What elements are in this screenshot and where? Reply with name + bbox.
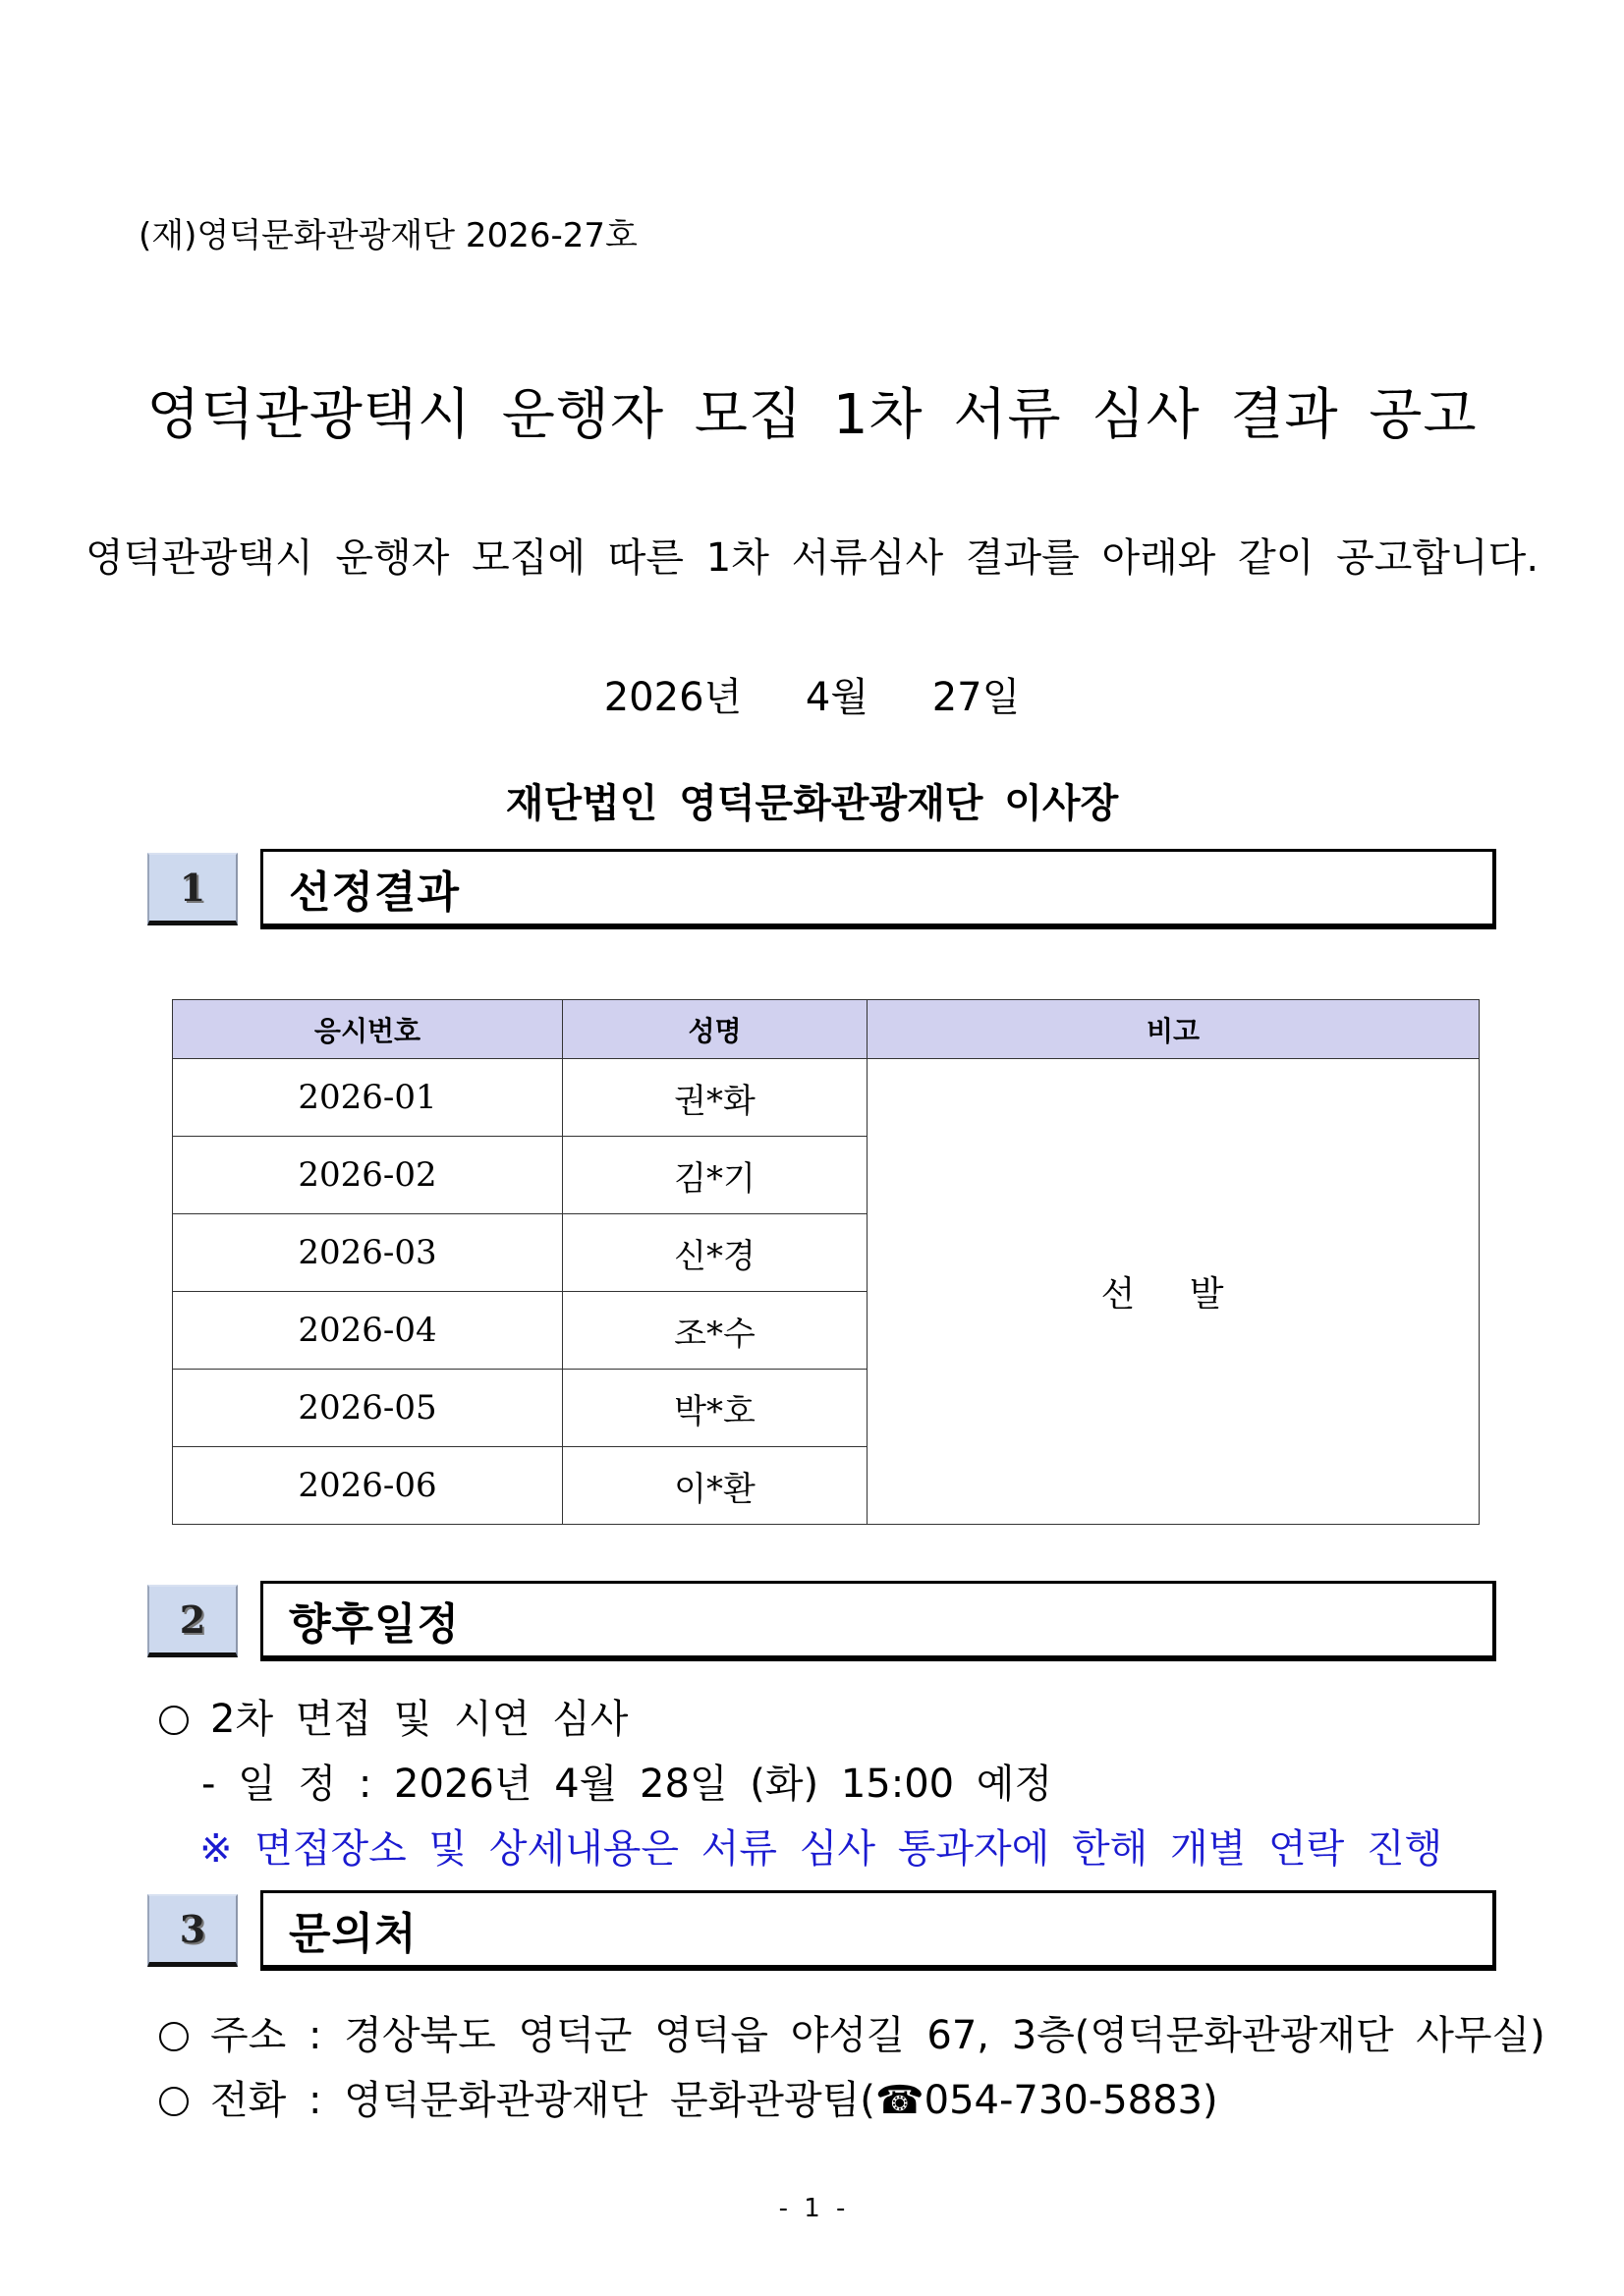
table-row <box>173 1059 1480 1137</box>
contact-address <box>159 2004 1545 2060</box>
name-cell: 김*기 <box>563 1137 868 1214</box>
date-month: 4월 <box>805 675 868 720</box>
schedule-item <box>159 1688 628 1744</box>
section-1-heading: 선정결과 <box>260 849 1496 929</box>
results-table <box>172 999 1480 1525</box>
exam-number-cell: 2026-04 <box>173 1292 563 1370</box>
name-cell: 조*수 <box>563 1292 868 1370</box>
page-title: 영덕관광택시 운행자 모집 1차 서류 심사 결과 공고 <box>146 383 1478 447</box>
schedule-item-text: 2차 면접 및 시연 심사 <box>210 1697 629 1742</box>
exam-number-cell: 2026-05 <box>173 1370 563 1447</box>
issuer: 재단법인 영덕문화관광재단 이사장 <box>505 781 1119 826</box>
table-header-row <box>173 1000 1480 1059</box>
exam-number-cell: 2026-02 <box>173 1137 563 1214</box>
page-number: - 1 - <box>778 2194 846 2223</box>
remark-cell: 선 발 <box>868 1059 1480 1525</box>
name-cell: 권*화 <box>563 1059 868 1137</box>
section-1-number: 1 <box>147 853 238 925</box>
date-year: 2026년 <box>603 675 743 720</box>
name-cell: 이*환 <box>563 1447 868 1525</box>
schedule-note: ※ 면접장소 및 상세내용은 서류 심사 통과자에 한해 개별 연락 진행 <box>199 1826 1443 1872</box>
column-header-exam-number: 응시번호 <box>173 1000 563 1059</box>
section-3-number: 3 <box>147 1894 238 1967</box>
intro-text: 영덕관광택시 운행자 모집에 따른 1차 서류심사 결과를 아래와 같이 공고합니다. <box>84 535 1540 581</box>
contact-address-text: 주소 : 경상북도 영덕군 영덕읍 야성길 67, 3층(영덕문화관광재단 사무실) <box>210 2013 1545 2058</box>
exam-number-cell: 2026-01 <box>173 1059 563 1137</box>
column-header-name: 성명 <box>563 1000 868 1059</box>
section-2-number: 2 <box>147 1585 238 1657</box>
circle-bullet-icon <box>159 2087 189 2116</box>
circle-bullet-icon <box>159 2022 189 2051</box>
schedule-detail: - 일 정 : 2026년 4월 28일 (화) 15:00 예정 <box>201 1762 1053 1807</box>
contact-phone-text: 전화 : 영덕문화관광재단 문화관광팀(☎054-730-5883) <box>210 2078 1218 2123</box>
column-header-remark: 비고 <box>868 1000 1480 1059</box>
exam-number-cell: 2026-03 <box>173 1214 563 1292</box>
exam-number-cell: 2026-06 <box>173 1447 563 1525</box>
circle-bullet-icon <box>159 1706 189 1735</box>
date-day: 27일 <box>931 675 1021 720</box>
section-2-heading: 향후일정 <box>260 1581 1496 1661</box>
name-cell: 신*경 <box>563 1214 868 1292</box>
announcement-date <box>0 666 1624 722</box>
name-cell: 박*호 <box>563 1370 868 1447</box>
contact-phone <box>159 2069 1218 2125</box>
section-3-heading: 문의처 <box>260 1890 1496 1971</box>
document-number: (재)영덕문화관광재단 2026-27호 <box>139 216 638 255</box>
